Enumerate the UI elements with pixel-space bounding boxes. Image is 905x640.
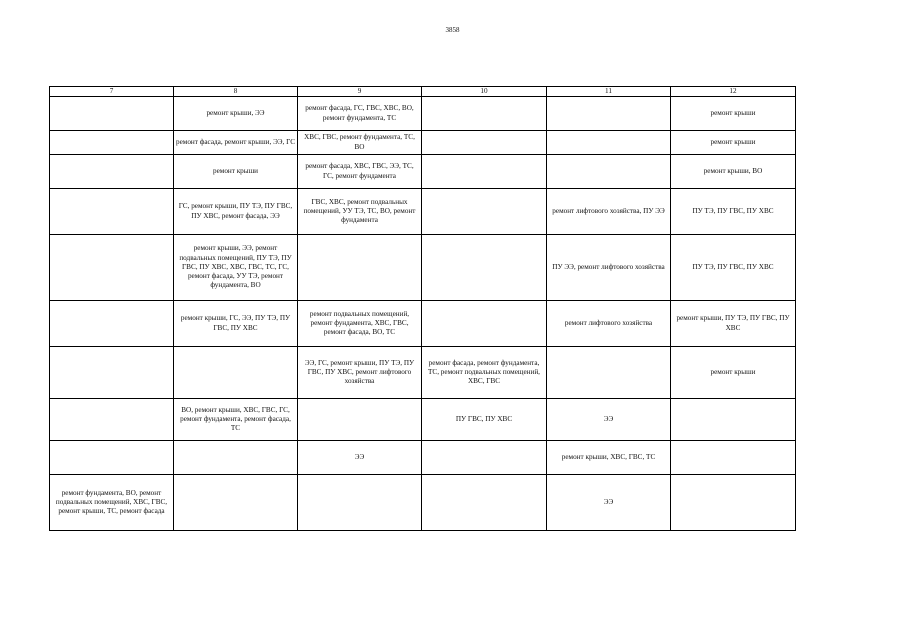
- table-cell: ремонт фасада, ремонт фундамента, ТС, ремонт подвальных помещений, ХВС, ГВС: [422, 347, 547, 399]
- table-cell: [50, 441, 174, 475]
- table-cell: [298, 399, 422, 441]
- table-cell: [422, 235, 547, 301]
- column-header: 12: [671, 87, 796, 97]
- table-cell: [50, 97, 174, 131]
- data-table: [49, 86, 796, 531]
- table-cell: [50, 347, 174, 399]
- table-cell: [422, 475, 547, 531]
- table-cell: [671, 475, 796, 531]
- table-cell: [547, 347, 671, 399]
- table-cell: ЭЭ: [298, 441, 422, 475]
- table-cell: [422, 97, 547, 131]
- table-cell: ремонт крыши, ГС, ЭЭ, ПУ ТЭ, ПУ ГВС, ПУ ХВС: [174, 301, 298, 347]
- table-cell: [298, 475, 422, 531]
- table-cell: ЭЭ: [547, 399, 671, 441]
- table-cell: ХВС, ГВС, ремонт фундамента, ТС, ВО: [298, 131, 422, 155]
- table-cell: ремонт крыши, ЭЭ, ремонт подвальных помещений, ПУ ТЭ, ПУ ГВС, ПУ ХВС, ХВС, ГВС, ТС, ГС, ремонт фасада, УУ ТЭ, ремонт фундамента, ВО: [174, 235, 298, 301]
- table-cell: [298, 235, 422, 301]
- table-cell: ремонт лифтового хозяйства: [547, 301, 671, 347]
- table-row: [50, 235, 796, 301]
- table-cell: ремонт лифтового хозяйства, ПУ ЭЭ: [547, 189, 671, 235]
- table-cell: [422, 441, 547, 475]
- table-cell: ремонт подвальных помещений, ремонт фундамента, ХВС, ГВС, ремонт фасада, ВО, ТС: [298, 301, 422, 347]
- table-cell: ВО, ремонт крыши, ХВС, ГВС, ГС, ремонт фундамента, ремонт фасада, ТС: [174, 399, 298, 441]
- table-cell: [422, 155, 547, 189]
- table-cell: [50, 131, 174, 155]
- table-cell: [50, 189, 174, 235]
- table-cell: ремонт крыши: [671, 347, 796, 399]
- table-cell: ЭЭ: [547, 475, 671, 531]
- table-row: [50, 399, 796, 441]
- table-cell: ремонт крыши, ЭЭ: [174, 97, 298, 131]
- table-row: [50, 347, 796, 399]
- table-cell: [422, 301, 547, 347]
- table-cell: ремонт крыши: [174, 155, 298, 189]
- table-cell: ремонт фасада, ХВС, ГВС, ЭЭ, ТС, ГС, ремонт фундамента: [298, 155, 422, 189]
- table-cell: ремонт фасада, ремонт крыши, ЭЭ, ГС: [174, 131, 298, 155]
- table-row: [50, 155, 796, 189]
- table-cell: ремонт фасада, ГС, ГВС, ХВС, ВО, ремонт фундамента, ТС: [298, 97, 422, 131]
- column-header: 9: [298, 87, 422, 97]
- table-cell: [50, 301, 174, 347]
- table-cell: [50, 399, 174, 441]
- table-cell: ремонт крыши, ВО: [671, 155, 796, 189]
- table-cell: ПУ ТЭ, ПУ ГВС, ПУ ХВС: [671, 189, 796, 235]
- table-row: [50, 475, 796, 531]
- table-cell: ремонт фундамента, ВО, ремонт подвальных помещений, ХВС, ГВС, ремонт крыши, ТС, ремонт фасада: [50, 475, 174, 531]
- table-cell: [174, 347, 298, 399]
- page-number: 3858: [445, 26, 460, 34]
- column-header: 7: [50, 87, 174, 97]
- table-cell: [547, 131, 671, 155]
- table-cell: [547, 155, 671, 189]
- table-cell: [547, 97, 671, 131]
- table-cell: ремонт крыши: [671, 97, 796, 131]
- table-cell: ПУ ГВС, ПУ ХВС: [422, 399, 547, 441]
- table-cell: [50, 235, 174, 301]
- column-header: 10: [422, 87, 547, 97]
- table-cell: [174, 475, 298, 531]
- header-row: [50, 87, 796, 97]
- table-cell: [422, 189, 547, 235]
- column-header: 8: [174, 87, 298, 97]
- table-row: [50, 189, 796, 235]
- table-cell: [422, 131, 547, 155]
- table-row: [50, 301, 796, 347]
- column-header: 11: [547, 87, 671, 97]
- table-cell: [671, 441, 796, 475]
- table-cell: [174, 441, 298, 475]
- table-cell: ГС, ремонт крыши, ПУ ТЭ, ПУ ГВС, ПУ ХВС, ремонт фасада, ЭЭ: [174, 189, 298, 235]
- table-row: [50, 131, 796, 155]
- table-cell: [50, 155, 174, 189]
- table-cell: ремонт крыши, ХВС, ГВС, ТС: [547, 441, 671, 475]
- table-cell: ПУ ЭЭ, ремонт лифтового хозяйства: [547, 235, 671, 301]
- table-row: [50, 97, 796, 131]
- table-row: [50, 441, 796, 475]
- table-cell: ремонт крыши: [671, 131, 796, 155]
- table-cell: ЭЭ, ГС, ремонт крыши, ПУ ТЭ, ПУ ГВС, ПУ ХВС, ремонт лифтового хозяйства: [298, 347, 422, 399]
- table-cell: ГВС, ХВС, ремонт подвальных помещений, УУ ТЭ, ТС, ВО, ремонт фундамента: [298, 189, 422, 235]
- table-cell: [671, 399, 796, 441]
- table-cell: ПУ ТЭ, ПУ ГВС, ПУ ХВС: [671, 235, 796, 301]
- table-cell: ремонт крыши, ПУ ТЭ, ПУ ГВС, ПУ ХВС: [671, 301, 796, 347]
